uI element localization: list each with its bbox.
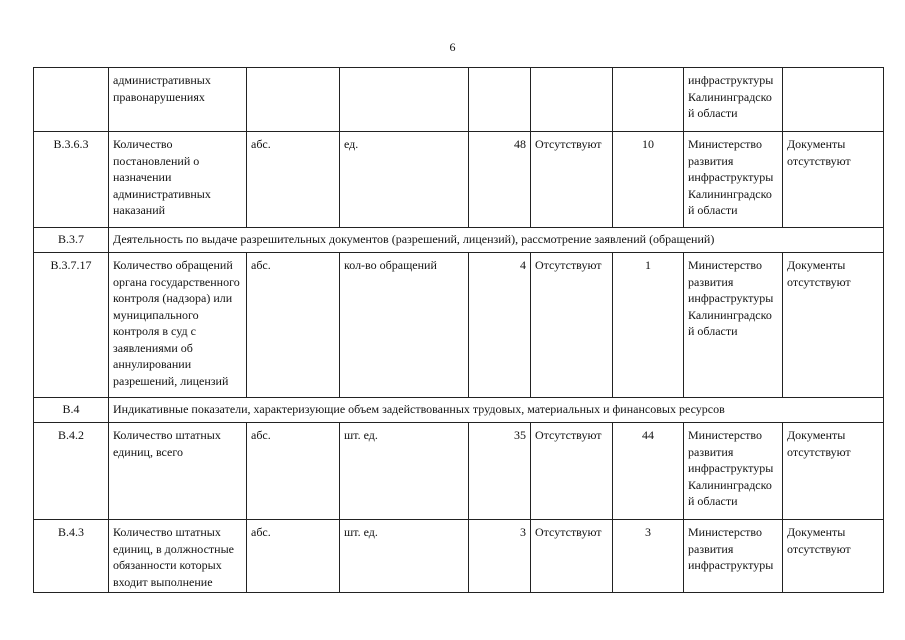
table-row	[34, 520, 884, 593]
indicator-documents: Документы отсутствуют	[783, 253, 884, 398]
responsible-organization: инфраструктуры Калининградской области	[684, 68, 783, 132]
indicator-target: 3	[613, 520, 684, 593]
indicator-status: Отсутствуют	[531, 132, 613, 228]
indicator-name: административных правонарушениях	[109, 68, 247, 132]
indicator-name: Количество постановлений о назначении административных наказаний	[109, 132, 247, 228]
table-row	[34, 68, 884, 132]
responsible-organization: Министерство развития инфраструктуры Калининградской области	[684, 253, 783, 398]
table-row	[34, 132, 884, 228]
indicator-kind: абс.	[247, 253, 340, 398]
indicator-code: В.3.6.3	[34, 132, 109, 228]
indicator-kind: абс.	[247, 423, 340, 520]
indicator-code: В.4.2	[34, 423, 109, 520]
table-row	[34, 423, 884, 520]
indicator-code: В.4.3	[34, 520, 109, 593]
indicator-kind: абс.	[247, 520, 340, 593]
indicators-table	[33, 67, 884, 593]
indicator-name: Количество обращений органа государственного контроля (надзора) или муниципального контроля в суд с заявлениями об аннулировании разрешений, лицензий	[109, 253, 247, 398]
indicator-status	[531, 68, 613, 132]
indicator-documents	[783, 68, 884, 132]
indicator-code	[34, 68, 109, 132]
indicator-value	[469, 68, 531, 132]
indicator-target: 1	[613, 253, 684, 398]
indicator-unit: ед.	[340, 132, 469, 228]
indicator-name: Количество штатных единиц, всего	[109, 423, 247, 520]
indicator-name: Количество штатных единиц, в должностные обязанности которых входит выполнение	[109, 520, 247, 593]
indicator-unit: шт. ед.	[340, 423, 469, 520]
page-number: 6	[449, 40, 456, 54]
section-code: В.3.7	[34, 228, 109, 253]
indicator-value: 35	[469, 423, 531, 520]
responsible-organization: Министерство развития инфраструктуры	[684, 520, 783, 593]
indicator-target	[613, 68, 684, 132]
indicator-status: Отсутствуют	[531, 423, 613, 520]
responsible-organization: Министерство развития инфраструктуры Калининградской области	[684, 423, 783, 520]
indicator-value: 3	[469, 520, 531, 593]
indicator-kind	[247, 68, 340, 132]
indicator-documents: Документы отсутствуют	[783, 423, 884, 520]
indicator-value: 4	[469, 253, 531, 398]
indicator-code: В.3.7.17	[34, 253, 109, 398]
section-code: В.4	[34, 398, 109, 423]
section-title: Индикативные показатели, характеризующие объем задействованных трудовых, материальных и финансовых ресурсов	[109, 398, 884, 423]
indicator-kind: абс.	[247, 132, 340, 228]
indicator-value: 48	[469, 132, 531, 228]
indicator-status: Отсутствуют	[531, 253, 613, 398]
section-title: Деятельность по выдаче разрешительных документов (разрешений, лицензий), рассмотрение заявлений (обращений)	[109, 228, 884, 253]
indicator-target: 44	[613, 423, 684, 520]
indicator-unit: кол-во обращений	[340, 253, 469, 398]
indicator-target: 10	[613, 132, 684, 228]
section-row	[34, 398, 884, 423]
indicator-documents: Документы отсутствуют	[783, 132, 884, 228]
indicator-status: Отсутствуют	[531, 520, 613, 593]
indicator-unit	[340, 68, 469, 132]
indicator-documents: Документы отсутствуют	[783, 520, 884, 593]
table-row	[34, 253, 884, 398]
section-row	[34, 228, 884, 253]
responsible-organization: Министерство развития инфраструктуры Калининградской области	[684, 132, 783, 228]
indicator-unit: шт. ед.	[340, 520, 469, 593]
